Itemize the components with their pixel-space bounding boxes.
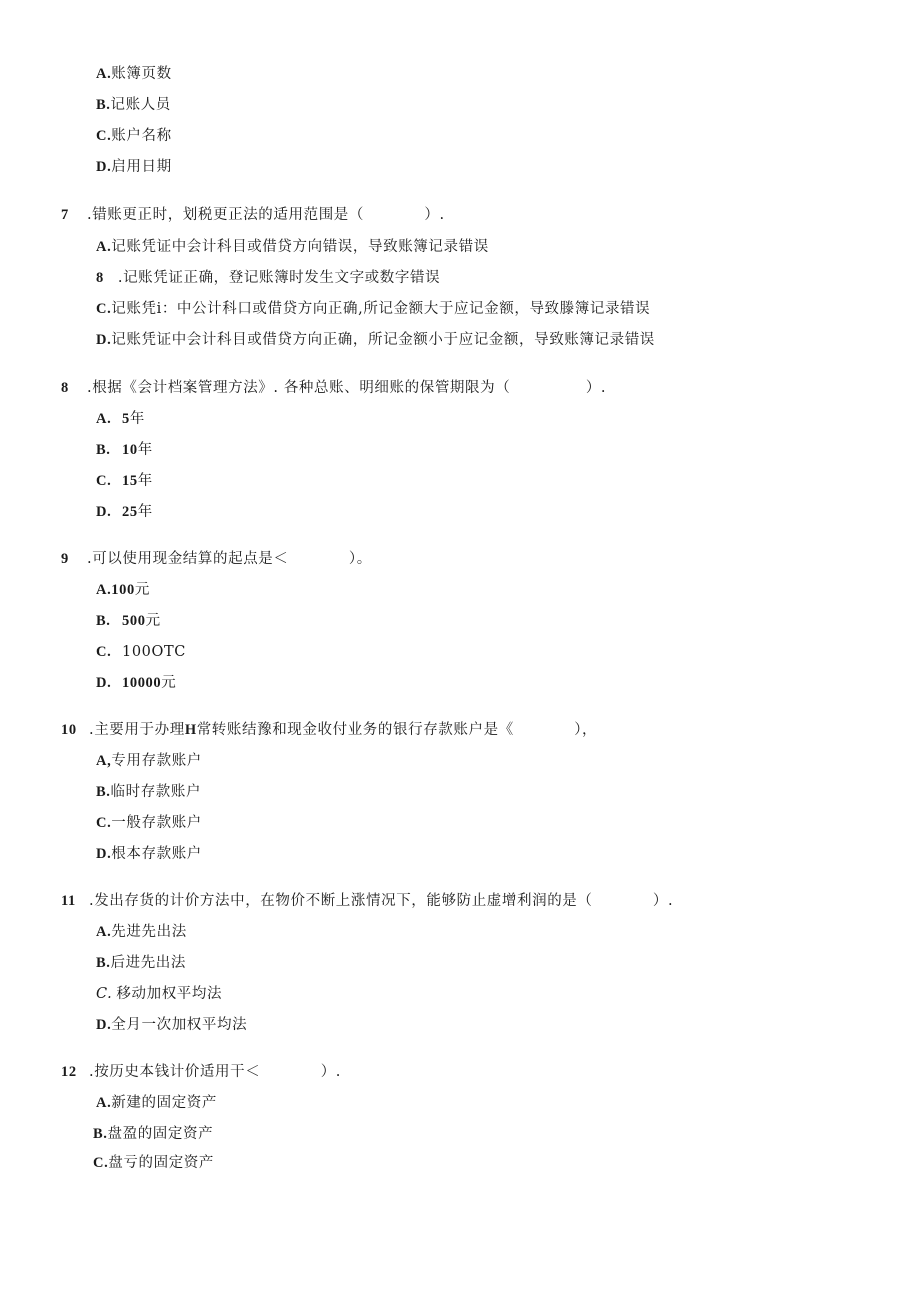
q9-option-d: D. 10000元 [96, 675, 177, 691]
q11-option-a: A.先进先出法 [96, 924, 187, 940]
q11-option-b: B.后进先出法 [96, 955, 186, 971]
q8-option-c: C. 15年 [96, 473, 153, 489]
q8-option-a: A. 5年 [96, 411, 145, 427]
q8-option-b: B. 10年 [96, 442, 153, 458]
q10-stem: 10 .主要用于办理H常转账结豫和现金收付业务的银行存款账户是《 ）， [61, 722, 598, 738]
q12-option-b: B.盘盈的固定资产 [93, 1126, 214, 1142]
q9-option-b: B. 500元 [96, 613, 161, 629]
q7-stem: 7 .错账更正时，划税更正法的适用范围是（ ）. [61, 207, 445, 223]
q11-option-d: D.全月一次加权平均法 [96, 1017, 248, 1033]
q6-option-d: D.启用日期 [96, 159, 172, 175]
q12-option-a: A.新建的固定资产 [96, 1095, 217, 1111]
q8-option-d: D. 25年 [96, 504, 153, 520]
q10-option-b: B.临时存款账户 [96, 784, 202, 800]
q11-option-c: C. 移动加权平均法 [96, 986, 223, 1002]
q7-option-b: 8 .记账凭证正确，登记账簿时发生文字或数字错误 [96, 270, 441, 286]
q6-option-a: A.账簿页数 [96, 66, 172, 82]
q10-option-a: A,专用存款账户 [96, 753, 202, 769]
q7-option-a: A.记账凭证中会计科目或借贷方向错误，导致账簿记录错误 [96, 239, 489, 255]
q7-option-c: C.记账凭i：中公计科口或借贷方向正确,所记金额大于应记金额，导致滕簿记录错误 [96, 301, 651, 317]
q9-option-c: C. 100OTC [96, 644, 186, 660]
q12-stem: 12 .按历史本钱计价适用干＜ ）. [61, 1064, 342, 1080]
q10-option-d: D.根本存款账户 [96, 846, 202, 862]
q9-option-a: A.100元 [96, 582, 150, 598]
q8-stem: 8 .根据《会计档案管理方法》. 各种总账、明细账的保管期限为（ ）. [61, 380, 607, 396]
q6-option-c: C.账户名称 [96, 128, 172, 144]
q10-option-c: C.一般存款账户 [96, 815, 202, 831]
q7-option-d: D.记账凭证中会计科目或借贷方向正确，所记金额小于应记金额，导致账簿记录错误 [96, 332, 655, 348]
q9-stem: 9 .可以使用现金结算的起点是＜ ）。 [61, 551, 372, 567]
q11-stem: 11 .发出存货的计价方法中，在物价不断上涨情况下，能够防止虚增利润的是（ ）. [61, 893, 674, 909]
q12-option-c: C.盘亏的固定资产 [93, 1155, 214, 1171]
q6-option-b: B.记账人员 [96, 97, 171, 113]
